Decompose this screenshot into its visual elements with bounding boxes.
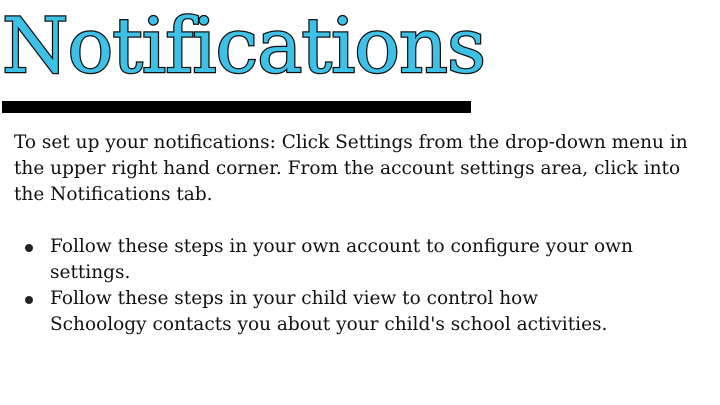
list-item bbox=[14, 234, 640, 286]
list-item bbox=[14, 286, 640, 338]
page-title: Notifications bbox=[2, 1, 485, 90]
intro-paragraph: To set up your notifications: Click Settings from the drop-down menu in the upper right hand corner. From the account settings area, click into the Notifications tab. bbox=[14, 132, 688, 205]
bullet-list bbox=[14, 234, 704, 338]
bullet-dot-icon bbox=[25, 296, 33, 304]
slide-body bbox=[14, 130, 704, 338]
bullet-dot-icon bbox=[25, 244, 33, 252]
bullet-text: Follow these steps in your own account to configure your own settings. bbox=[50, 236, 633, 283]
title-underline-divider bbox=[2, 101, 471, 113]
bullet-text: Follow these steps in your child view to control how Schoology contacts you about your child's school activities. bbox=[50, 288, 608, 335]
